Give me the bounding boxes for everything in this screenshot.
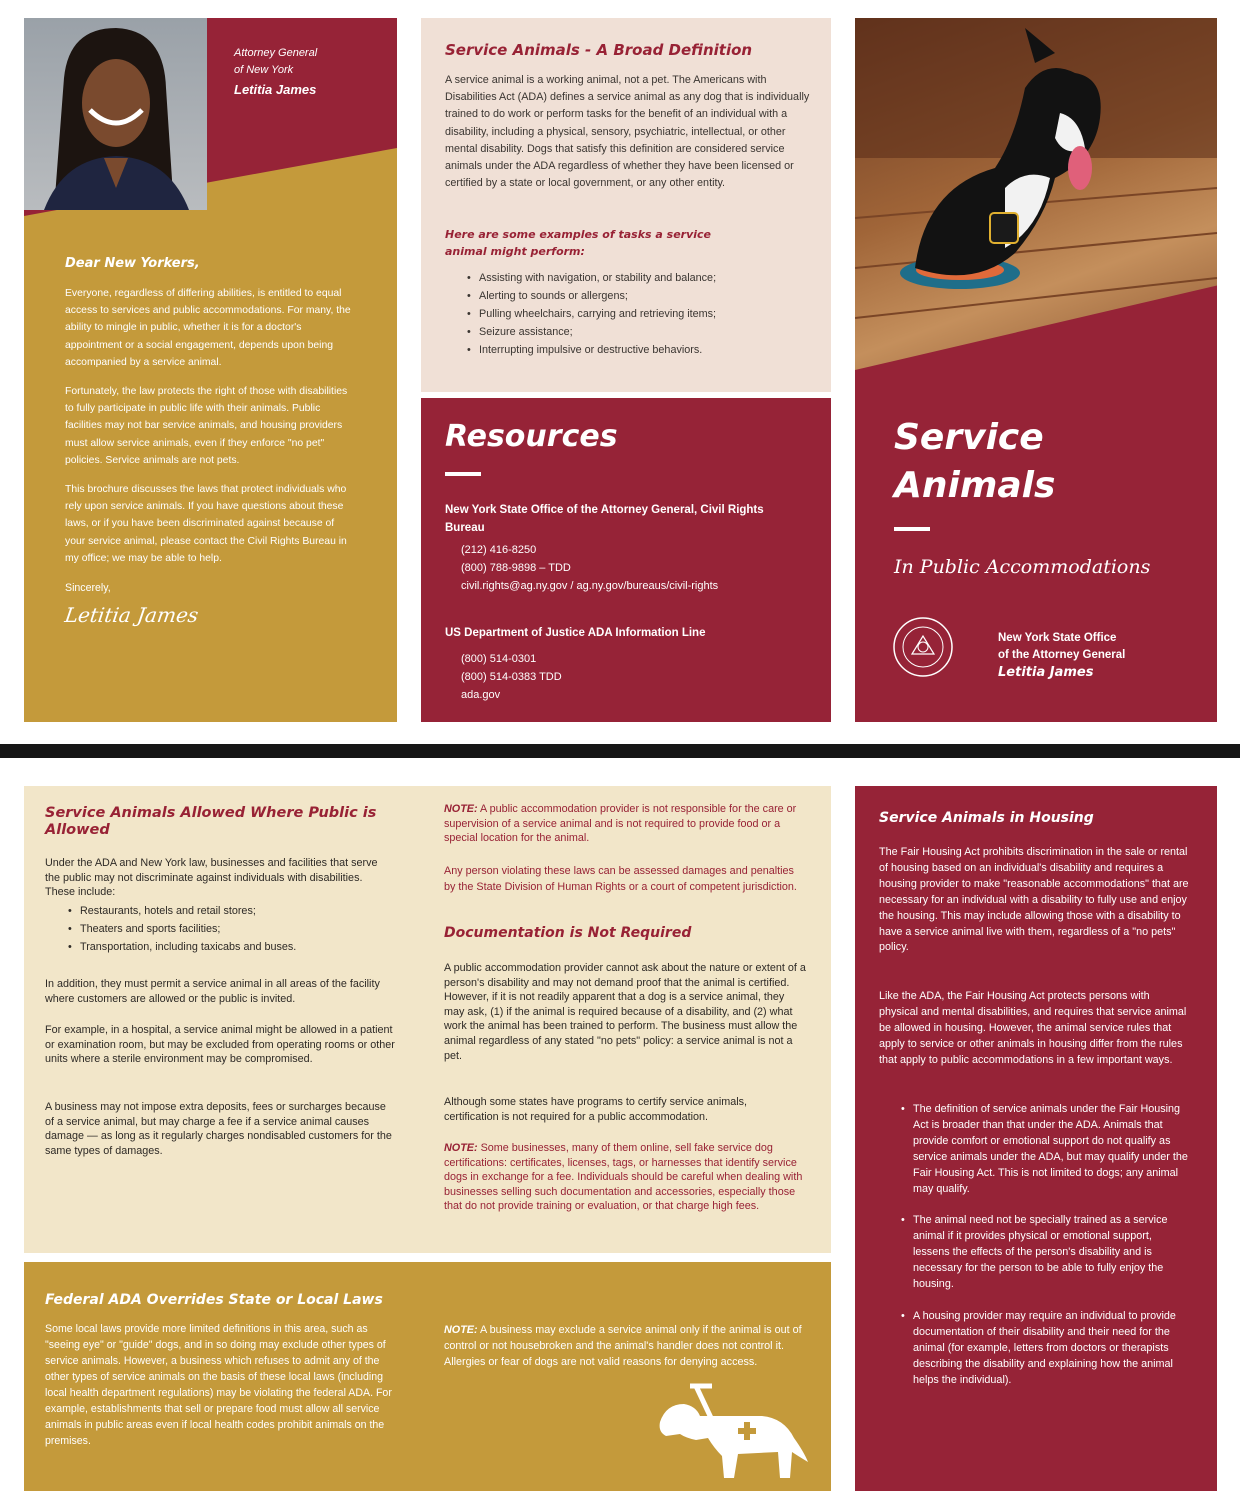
public-access-paragraph: For example, in a hospital, a service animal might be allowed in a patient or examination room, but may be excluded from operating rooms or other units where a sterile environment may be compromised. bbox=[45, 1024, 395, 1066]
list-item: • Theaters and sports facilities; bbox=[68, 923, 296, 935]
resources-title: Resources bbox=[445, 419, 618, 454]
cover-subtitle: In Public Accommodations bbox=[894, 556, 1151, 578]
housing-heading: Service Animals in Housing bbox=[879, 810, 1094, 826]
phone[interactable]: (212) 416-8250 bbox=[461, 544, 537, 556]
letter-paragraph: Fortunately, the law protects the right of those with disabilities to fully participate in public life with their animals. Public facilities may not bar service animals, and housing providers must allow service animals, even if they enforce "no pet" policies. Service animals are not pets. bbox=[65, 386, 348, 466]
note-label: NOTE: bbox=[444, 803, 478, 815]
title-underline bbox=[445, 472, 481, 476]
list-item: • Restaurants, hotels and retail stores; bbox=[68, 905, 296, 917]
state-seal-icon bbox=[892, 616, 954, 678]
resource-org-2: US Department of Justice ADA Information Line bbox=[445, 627, 706, 639]
housing-panel bbox=[855, 786, 1217, 1491]
dog-photo bbox=[855, 18, 1217, 370]
certification-text: Although some states have programs to certify service animals, certification is not required for a public accommodation. bbox=[444, 1096, 748, 1123]
public-access-paragraph: In addition, they must permit a service animal in all areas of the facility where customers are allowed or the public is invited. bbox=[45, 978, 380, 1005]
list-item: • A housing provider may require an individual to provide documentation of their disability and their need for the animal (for example, letters from doctors or therapists describing the disability and explaining how the animal helps the individual). bbox=[901, 1309, 1191, 1389]
list-item: • The definition of service animals under the Fair Housing Act is broader than that under the ADA. Animals that provide comfort or emotional support do not qualify as service animals under the ADA, but may qualify under the Fair Housing Act. This is not limited to dogs; any animal may qualify. bbox=[901, 1102, 1191, 1197]
examples-list bbox=[467, 272, 716, 356]
letter-paragraph: Everyone, regardless of differing abilities, is entitled to equal access to services and public accommodations. For many, the ability to mingle in public, whether it is for a doctor's appointment or a social engagement, depends upon being accompanied by a service animal. bbox=[65, 288, 351, 368]
greeting: Dear New Yorkers, bbox=[65, 256, 200, 271]
resource-org-1: New York State Office of the Attorney General, Civil Rights Bureau bbox=[445, 504, 764, 534]
note-fake-cert bbox=[444, 1141, 806, 1214]
portrait-photo bbox=[24, 18, 207, 210]
definition-body: A service animal is a working animal, not a pet. The Americans with Disabilities Act (ADA) defines a service animal as any dog that is individually trained to do work or perform tasks for the benefit of an individual with a disability, including a physical, sensory, psychiatric, intellectual, or other mental disability. Dogs that satisfy this definition are considered service animals under the ADA regardless of whether they have been licensed or certified by a state or local government, or any other entity. bbox=[445, 74, 810, 190]
definition-heading: Service Animals - A Broad Definition bbox=[445, 41, 753, 59]
federal-heading: Federal ADA Overrides State or Local Laws bbox=[45, 1292, 383, 1308]
phone-tdd[interactable]: (800) 788-9898 – TDD bbox=[461, 562, 571, 574]
note-care bbox=[444, 802, 804, 846]
note-text: Some businesses, many of them online, sell fake service dog certifications: certificates, licenses, tags, or harnesses that identify service dogs in exchange for a fee. Individuals should be careful when dealing with businesses selling such documentation and accessories, especially those that do not provide training or evaluation, or that charge high fees. bbox=[444, 1142, 803, 1213]
note-text: A public accommodation provider is not responsible for the care or supervision of a service animal and is not required to provide food or a special location for the animal. bbox=[444, 803, 797, 845]
resources-panel bbox=[421, 398, 831, 722]
examples-heading: Here are some examples of tasks a service animal might perform: bbox=[445, 228, 711, 258]
note-label: NOTE: bbox=[444, 1142, 478, 1154]
phone-tdd[interactable]: (800) 514-0383 TDD bbox=[461, 671, 562, 683]
guide-dog-icon bbox=[652, 1382, 812, 1482]
signature: Letitia James bbox=[63, 602, 200, 627]
resource-contacts-1 bbox=[461, 541, 718, 595]
office-line: of the Attorney General bbox=[998, 649, 1126, 661]
ag-caption bbox=[234, 45, 317, 98]
cover-title-line: Animals bbox=[894, 465, 1056, 506]
facility-list bbox=[68, 905, 296, 953]
list-item: • Transportation, including taxicabs and buses. bbox=[68, 941, 296, 953]
housing-paragraph: The Fair Housing Act prohibits discrimination in the sale or rental of housing based on an individual's disability and requires a housing provider to make "reasonable accommodations" that are necessary for an individual with a disability to fully use and enjoy the housing. This may include allowing those with a disability to have a service animal live with them, regardless of a "no pets" policy. bbox=[879, 846, 1189, 954]
public-access-intro: Under the ADA and New York law, businesses and facilities that serve the public may not discriminate against individuals with disabilities. These include: bbox=[45, 857, 378, 899]
public-access-paragraph: A business may not impose extra deposits, fees or surcharges because of a service animal, but may charge a fee if a service animal causes damage — as long as it regularly charges nondisabled customers for the same types of damages. bbox=[45, 1101, 392, 1157]
letter-paragraph: This brochure discusses the laws that protect individuals who rely upon service animals. If you have questions about these laws, or if you have been discriminated against because of your service animal, please contact the Civil Rights Bureau in my office; we may be able to help. bbox=[65, 484, 347, 564]
office-line: New York State Office bbox=[998, 632, 1117, 644]
cover-panel bbox=[855, 18, 1217, 722]
note-exclude bbox=[444, 1322, 809, 1370]
welcome-panel bbox=[24, 18, 397, 722]
public-access-panel bbox=[24, 786, 831, 1253]
office-name: Letitia James bbox=[998, 665, 1094, 680]
federal-panel bbox=[24, 1262, 831, 1491]
public-access-heading: Service Animals Allowed Where Public is Allowed bbox=[45, 805, 377, 838]
federal-body: Some local laws provide more limited definitions in this area, such as "seeing eye" or "guide" dogs, and in so doing may exclude other types of service animals. However, a business which refuses to admit any of the other types of service animals on the basis of these local laws (including local health department regulations) may be violating the federal ADA. For example, establishments that sell or prepare food must allow all service animals in public areas even if local health codes prohibit animals on the premises. bbox=[45, 1323, 392, 1447]
housing-paragraph: Like the ADA, the Fair Housing Act protects persons with physical and mental disabilities, and requires that service animal be allowed in housing. However, the animal service rules that apply to service or other animals in housing differ from the rules that apply to public accommodations in a few important ways. bbox=[879, 990, 1187, 1066]
penalty-text: Any person violating these laws can be assessed damages and penalties by the State Division of Human Rights or a court of competent jurisdiction. bbox=[444, 865, 797, 893]
email-link[interactable]: civil.rights@ag.ny.gov / ag.ny.gov/bureaus/civil-rights bbox=[461, 580, 719, 592]
caption-line: of New York bbox=[234, 64, 294, 76]
list-item: • The animal need not be specially trained as a service animal if it provides physical or emotional support, lessens the effects of the person's disability and is necessary for the person to be able to fully enjoy the housing. bbox=[901, 1213, 1191, 1293]
list-item: • Alerting to sounds or allergens; bbox=[467, 290, 716, 302]
list-item: • Pulling wheelchairs, carrying and retrieving items; bbox=[467, 308, 716, 320]
documentation-heading: Documentation is Not Required bbox=[444, 925, 692, 941]
definition-panel bbox=[421, 18, 831, 392]
title-underline bbox=[894, 527, 930, 531]
closing: Sincerely, bbox=[65, 582, 111, 595]
page-divider bbox=[0, 744, 1240, 758]
housing-list bbox=[901, 1102, 1191, 1389]
office-block bbox=[998, 630, 1125, 681]
resource-contacts-2 bbox=[461, 650, 562, 704]
documentation-body: A public accommodation provider cannot ask about the nature or extent of a person's disability and may not demand proof that the animal is certified. However, if it is not readily apparent that a dog is a service animal, they may ask, (1) if the animal is required because of a disability, and (2) what work the animal has been trained to perform. The business must allow the animal regardless of any stated "no pets" policy: a service animal is not a pet. bbox=[444, 962, 806, 1062]
letter bbox=[65, 256, 355, 627]
cover-title bbox=[894, 414, 1055, 510]
cover-title-line: Service bbox=[894, 417, 1044, 458]
list-item: • Interrupting impulsive or destructive behaviors. bbox=[467, 344, 716, 356]
caption-line: Attorney General bbox=[234, 47, 318, 59]
note-label: NOTE: bbox=[444, 1324, 478, 1336]
list-item: • Assisting with navigation, or stability and balance; bbox=[467, 272, 716, 284]
caption-name: Letitia James bbox=[234, 82, 317, 97]
website-link[interactable]: ada.gov bbox=[461, 689, 501, 701]
note-text: A business may exclude a service animal only if the animal is out of control or not housebroken and the animal's handler does not control it. Allergies or fear of dogs are not valid reasons for denying access. bbox=[444, 1324, 802, 1368]
list-item: • Seizure assistance; bbox=[467, 326, 716, 338]
phone[interactable]: (800) 514-0301 bbox=[461, 653, 537, 665]
